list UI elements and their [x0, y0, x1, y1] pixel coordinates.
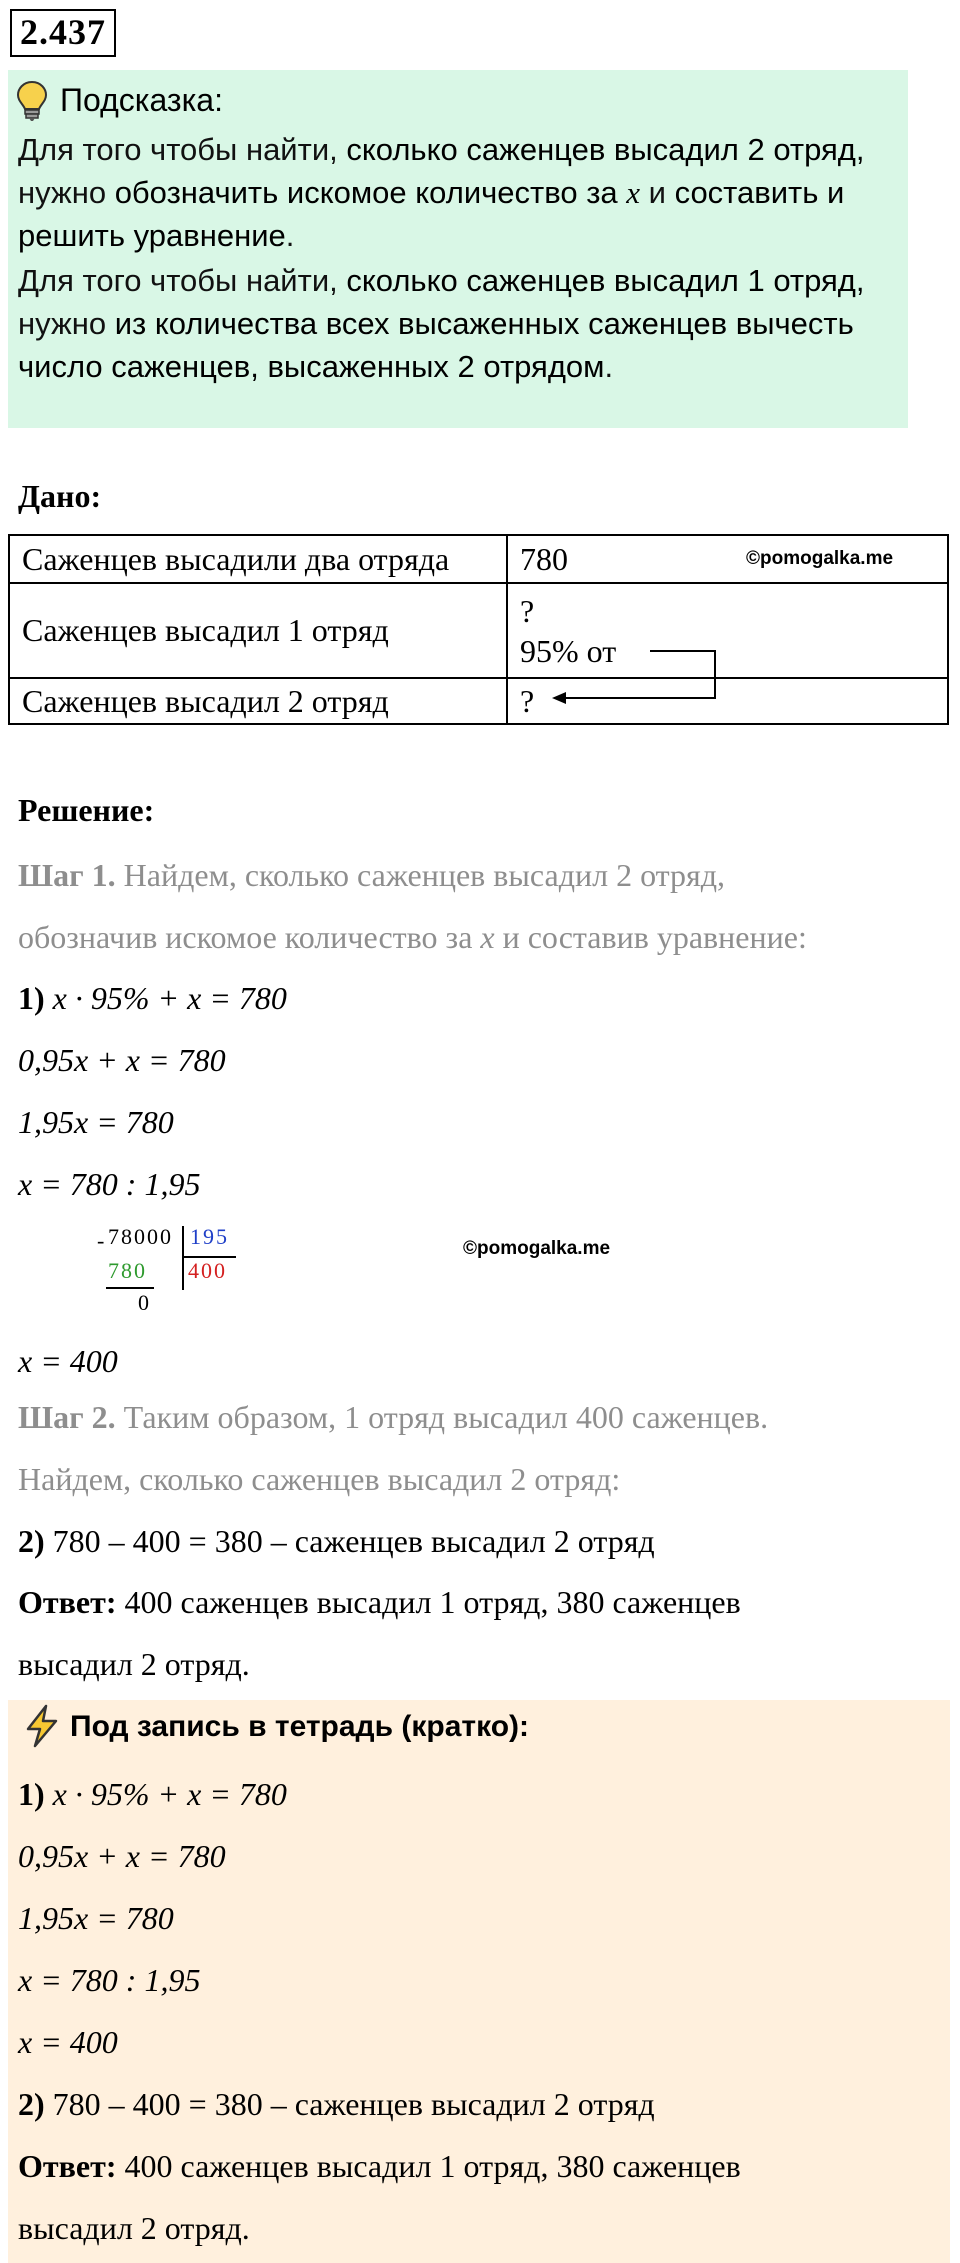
notebook-equation-3: 1,95x = 780 — [18, 1900, 174, 1936]
answer-line-2: высадил 2 отряд. — [18, 1646, 250, 1682]
table-row — [9, 678, 948, 724]
equation-text: 780 – 400 = 380 – саженцев высадил 2 отряд — [44, 1523, 655, 1559]
answer-label: Ответ: — [18, 1584, 117, 1620]
hint-line-2 — [18, 171, 844, 214]
notebook-equation-1 — [18, 1774, 287, 1814]
given-title: Дано: — [18, 478, 102, 514]
hint-text: нужно — [18, 306, 115, 341]
step1-line-2 — [18, 917, 807, 957]
given-value-cell — [507, 535, 948, 583]
step-text: Найдем, сколько саженцев высадил 2 отряд, — [115, 857, 726, 893]
equation-1 — [18, 978, 287, 1018]
solution-title: Решение: — [18, 792, 155, 828]
equation-number: 1) — [18, 980, 45, 1016]
step2-line-2: Найдем, сколько саженцев высадил 2 отряд: — [18, 1461, 621, 1497]
watermark: ©pomogalka.me — [463, 1238, 611, 1259]
step2-line-1 — [18, 1397, 768, 1437]
hint-emphasis: число саженцев, высаженных 2 отрядом — [18, 349, 605, 384]
given-table — [8, 534, 949, 725]
notebook-equation-5: x = 400 — [18, 2024, 118, 2060]
hint-line-5 — [18, 302, 854, 345]
hint-line-4 — [18, 259, 865, 302]
step-text: и составив уравнение: — [494, 919, 807, 955]
table-row — [9, 583, 948, 678]
equation-3: 1,95x = 780 — [18, 1104, 174, 1140]
answer-label: Ответ: — [18, 2148, 117, 2184]
hint-emphasis: решить уравнение — [18, 218, 286, 253]
answer-text: 400 саженцев высадил 1 отряд, 380 саженцев — [116, 2148, 741, 2184]
watermark: ©pomogalka.me — [746, 548, 894, 569]
step-text: обозначив искомое количество за — [18, 919, 481, 955]
hint-text: и — [640, 175, 675, 210]
hint-text: . — [604, 349, 614, 384]
lightning-icon — [20, 1704, 64, 1748]
equation-number: 1) — [18, 1776, 45, 1812]
table-row — [9, 535, 948, 583]
given-value: ? — [520, 592, 535, 629]
given-label: Саженцев высадил 2 отряд — [9, 678, 507, 724]
division-remainder: 0 — [138, 1290, 151, 1315]
step-label: Шаг 2. — [18, 1399, 116, 1435]
equation-5: x = 400 — [18, 1343, 118, 1379]
hint-line-1 — [18, 128, 865, 171]
equation-6 — [18, 1521, 655, 1561]
hint-text: Для того чтобы найти, — [18, 263, 347, 298]
problem-number: 2.437 — [10, 9, 116, 57]
division-vertical-bar — [182, 1226, 184, 1290]
notebook-equation-4: x = 780 : 1,95 — [18, 1962, 201, 1998]
equation-4: x = 780 : 1,95 — [18, 1166, 201, 1202]
lightbulb-icon — [16, 80, 48, 122]
equation-number: 2) — [18, 2086, 45, 2122]
hint-line-6 — [18, 345, 613, 388]
hint-text: нужно — [18, 175, 115, 210]
notebook-equation-2: 0,95x + x = 780 — [18, 1838, 226, 1874]
equation-2: 0,95x + x = 780 — [18, 1042, 226, 1078]
hint-variable: x — [626, 175, 641, 210]
division-divisor: 195 — [190, 1224, 229, 1249]
relation-arrow-icon — [550, 640, 730, 710]
given-label: Саженцев высадили два отряда — [9, 535, 507, 583]
division-subtrahend: 780 — [108, 1258, 147, 1283]
hint-emphasis: из количества всех высаженных саженцев вычесть — [114, 306, 854, 341]
hint-emphasis: составить и — [674, 175, 845, 210]
answer-text: 400 саженцев высадил 1 отряд, 380 саженцев — [116, 1584, 741, 1620]
step-variable: x — [480, 919, 495, 955]
division-minus-sign: - — [97, 1228, 107, 1253]
hint-emphasis: сколько саженцев высадил 2 отряд, — [346, 132, 865, 167]
hint-line-3 — [18, 214, 294, 257]
hint-title: Подсказка: — [60, 82, 223, 118]
equation-text: 780 – 400 = 380 – саженцев высадил 2 отряд — [44, 2086, 655, 2122]
step1-line-1 — [18, 855, 725, 895]
notebook-answer-line-2: высадил 2 отряд. — [18, 2210, 250, 2246]
hint-emphasis: обозначить искомое количество за — [114, 175, 627, 210]
given-value: ? — [520, 682, 535, 719]
step-text: Таким образом, 1 отряд высадил 400 саженцев. — [115, 1399, 769, 1435]
hint-text: Для того чтобы найти, — [18, 132, 347, 167]
given-value: 780 — [520, 540, 568, 577]
given-value-relation: 95% от — [520, 632, 617, 669]
hint-text: . — [285, 218, 295, 253]
division-dividend: 78000 — [108, 1224, 173, 1249]
notebook-title: Под запись в тетрадь (кратко): — [70, 1710, 530, 1743]
notebook-answer-line-1 — [18, 2146, 741, 2186]
notebook-equation-6 — [18, 2084, 655, 2124]
answer-line-1 — [18, 1582, 741, 1622]
hint-emphasis: сколько саженцев высадил 1 отряд, — [346, 263, 865, 298]
equation-text: x · 95% + x = 780 — [52, 980, 287, 1016]
given-label: Саженцев высадил 1 отряд — [9, 583, 507, 678]
equation-number: 2) — [18, 1523, 45, 1559]
division-quotient: 400 — [188, 1258, 227, 1283]
equation-text: x · 95% + x = 780 — [52, 1776, 287, 1812]
step-label: Шаг 1. — [18, 857, 116, 893]
division-subtraction-line — [106, 1287, 154, 1289]
